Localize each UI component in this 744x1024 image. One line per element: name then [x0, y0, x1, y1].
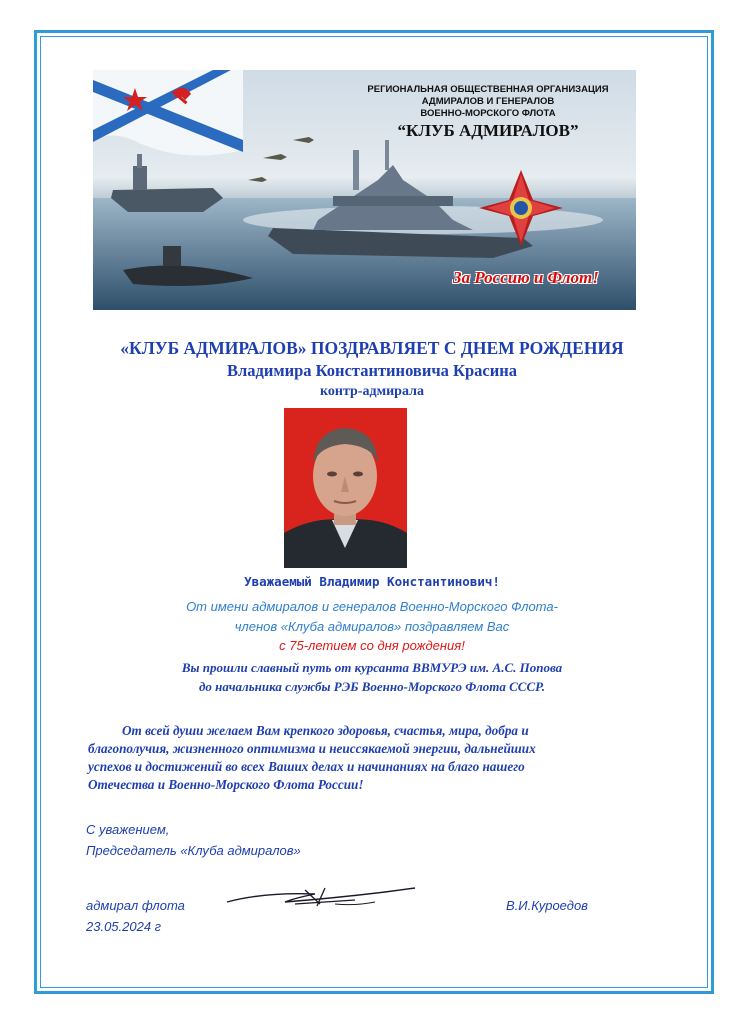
signer-name: В.И.Куроедов: [506, 898, 588, 913]
wishes-paragraph: [88, 722, 648, 794]
org-line-3: ВОЕННО-МОРСКОГО ФЛОТА: [420, 108, 556, 119]
header-banner: [93, 70, 636, 310]
from-text: [60, 597, 684, 637]
org-name: “КЛУБ АДМИРАЛОВ”: [397, 121, 579, 140]
honoree-rank: контр-адмирала: [320, 384, 424, 399]
portrait-photo: [284, 408, 407, 568]
motto: За Россию и Флот!: [453, 268, 599, 287]
chairman-position: Председатель «Клуба адмиралов»: [86, 843, 301, 858]
from-line-2: членов «Клуба адмиралов» поздравляем Вас: [234, 619, 510, 634]
congrats-heading: «КЛУБ АДМИРАЛОВ» ПОЗДРАВЛЯЕТ С ДНЕМ РОЖДЕНИЯ: [120, 338, 624, 358]
career-text: [60, 658, 684, 696]
anniversary-text: с 75-летием со дня рождения!: [279, 638, 465, 653]
wish-line-2: благополучия, жизненного оптимизма и неиссякаемой энергии, дальнейших: [88, 741, 536, 756]
career-line-2: до начальника службы РЭБ Военно-Морского Флота СССР.: [198, 679, 546, 694]
org-line-2: АДМИРАЛОВ И ГЕНЕРАЛОВ: [421, 96, 555, 107]
honoree-name: Владимира Константиновича Красина: [227, 361, 517, 380]
wish-line-3: успехов и достижений во всех Ваших делах и начинаниях на благо нашего: [88, 759, 525, 774]
wish-line-1: От всей души желаем Вам крепкого здоровья, счастья, мира, добра и: [122, 723, 529, 738]
signer-rank: адмирал флота: [86, 898, 185, 913]
org-line-1: РЕГИОНАЛЬНАЯ ОБЩЕСТВЕННАЯ ОРГАНИЗАЦИЯ: [367, 84, 609, 95]
regards: С уважением,: [86, 822, 170, 837]
wish-line-4: Отечества и Военно-Морского Флота России!: [88, 777, 364, 792]
from-line-1: От имени адмиралов и генералов Военно-Морского Флота-: [186, 599, 558, 614]
organization-title: [343, 84, 633, 141]
handwritten-signature: [225, 884, 420, 919]
document-date: 23.05.2024 г: [86, 919, 162, 934]
salutation: Уважаемый Владимир Константинович!: [244, 574, 500, 589]
career-line-1: Вы прошли славный путь от курсанта ВВМУРЭ им. А.С. Попова: [181, 660, 563, 675]
